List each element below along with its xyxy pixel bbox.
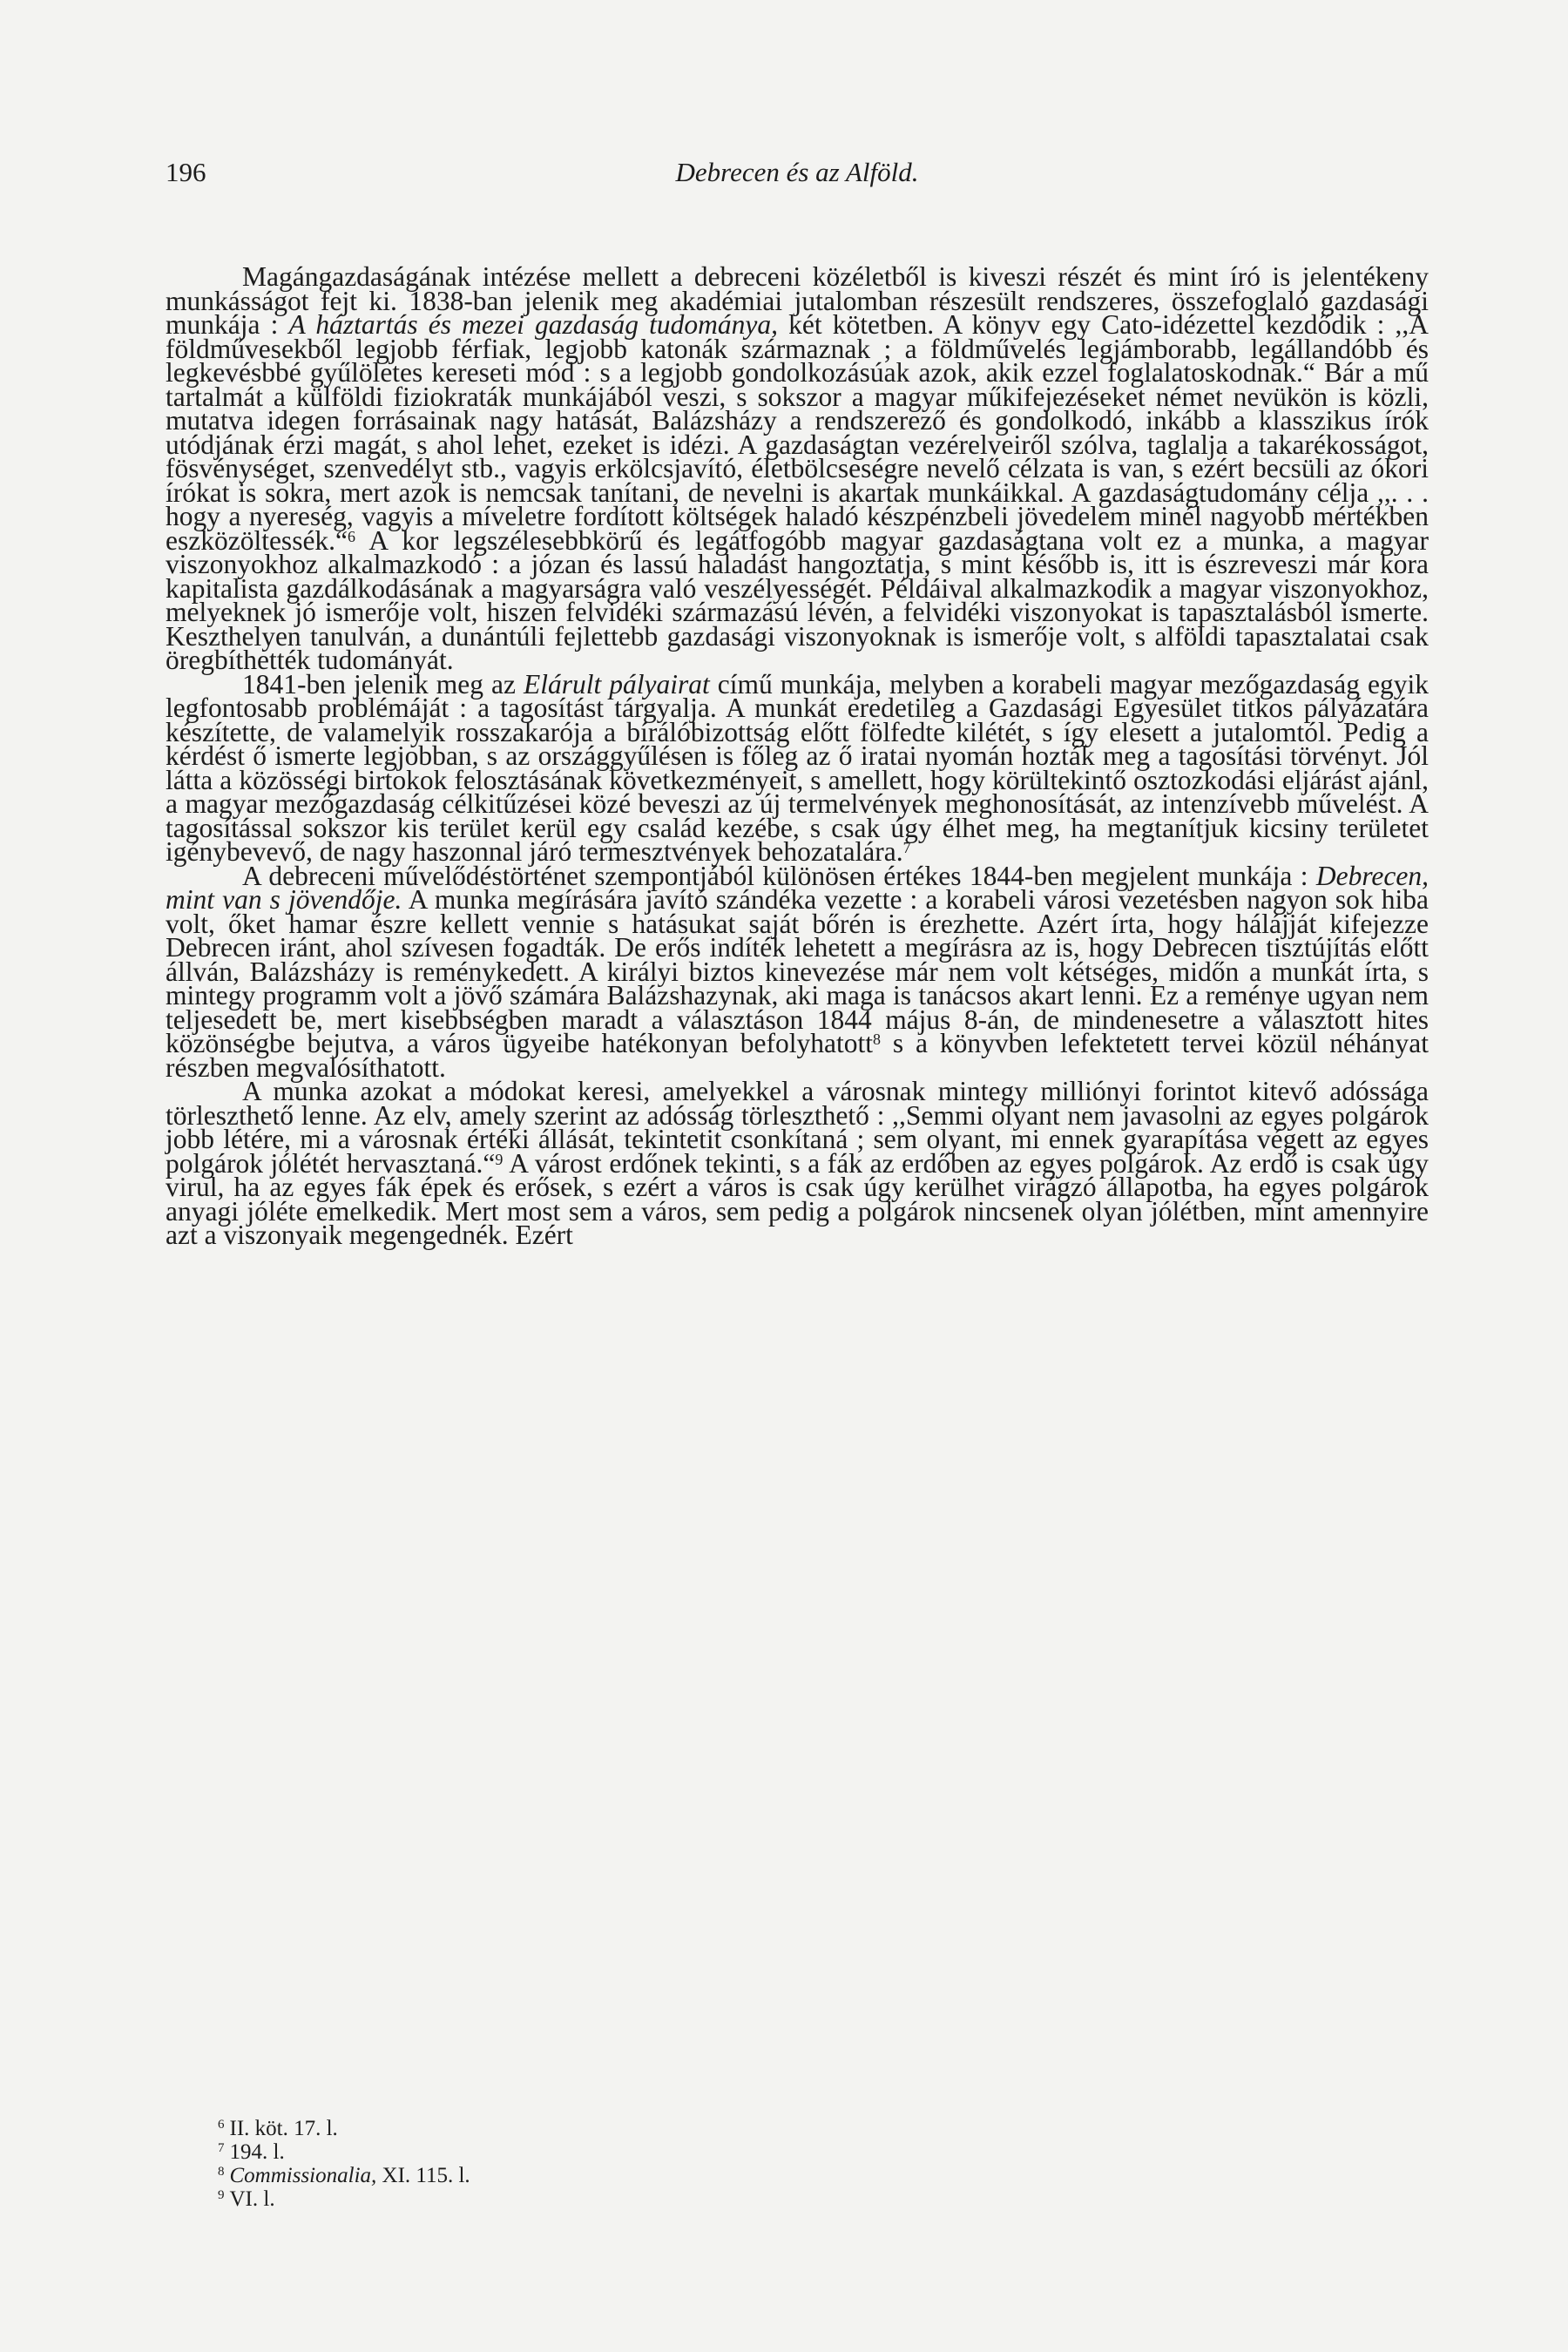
footnote-ref: 6 xyxy=(348,527,356,545)
footnote-6: $^6$ II. köt. 17. l. xyxy=(218,2117,338,2140)
book-title: Elárult pályairat xyxy=(523,668,710,700)
paragraph-2: 1841-ben jelenik meg az Elárult pályairat című munkája, melyben a korabeli magyar mezőgazdaság egyik legfontosabb problémáját : a tagosítást tárgyalja. A munkát eredetileg a Gazdasági Egyesület titkos pályázatára készítette, de valamelyik rosszakarója a bírálóbizottság előtt fölfedte kilétét, s így elesett a jutalomtól. Pedig a kérdést ő ismerte legjobban, s az országgyűlésen is főleg az ő iratai nyomán hozták meg a tagosítási törvényt. Jól látta a közösségi birtokok felosztásának következményeit, s amellett, hogy körültekintő osztozkodási eljárást ajánl, a magyar mezőgazdaság célkitűzései közé beveszi az új termelvények meghonosítását, az intenzívebb művelést. A tagosítással sokszor kis terület kerül egy család kezébe, s csak úgy élhet meg, ha megtanítjuk kicsiny területet igénybevevő, de nagy haszonnal járó termesztvények behozatalára.$^7$ xyxy=(166,668,1429,867)
footnote-ref: 7 xyxy=(902,839,911,856)
footnotes xyxy=(218,2117,915,2211)
book-title: Debrecen, mint van s jövendője. xyxy=(166,860,1429,915)
footnote-9: $^9$ VI. l. xyxy=(218,2187,275,2211)
book-title: A háztartás és mezei gazdaság tudománya, xyxy=(288,309,779,340)
page-number: 196 xyxy=(166,157,206,187)
footnote-8: $^8$ Commissionalia, XI. 115. l. xyxy=(218,2164,470,2187)
footnote-ref: 8 xyxy=(872,1031,881,1048)
running-head xyxy=(166,157,1429,195)
book-page xyxy=(166,148,1429,2256)
body-text xyxy=(166,261,1429,1250)
footnote-ref: 9 xyxy=(495,1150,504,1168)
paragraph-1: Magángazdaságának intézése mellett a debreceni közéletből is kiveszi részét és mint író is jelentékeny munkásságot fejt ki. 1838-ban jelenik meg akadémiai jutalomban részesült rendszeres, összefoglaló gazdasági munkája : A háztartás és mezei gazdaság tudománya, két kötetben. A könyv egy Cato-idézettel kezdődik : ,,A földművesekből legjobb férfiak, legjobb katonák származnak ; a földművelés legjámborabb, legállandóbb és legkevésbbé gyűlöletes kereseti mód : s a legjobb gondolkozásúak azok, akik ezzel foglalatoskodnak.“ Bár a mű tartalmát a külföldi fiziokraták munkájából veszi, s sokszor a magyar műkifejezéseket német nevükön is közli, mutatva idegen forrásainak nagy hatását, Balázsházy a rendszerező és gondolkodó, inkább a klasszikus írók utódjának érzi magát, s ahol lehet, ezeket is idézi. A gazdaságtan vezérelveiről szólva, taglalja a takarékosságot, fösvénységet, szenvedélyt stb., vagyis erkölcsjavító, életbölcseségre nevelő célzata is van, s ezért becsüli az ókori írókat is sokra, mert azok is nemcsak tanítani, de nevelni is akartak munkáikkal. A gazdaságtudomány célja ,,. . . hogy a nyereség, vagyis a míveletre fordított költségek haladó készpénzbeli jövedelem minél nagyobb mértékben eszközöltessék.“$^6$ A kor legszélesebbkörű és legátfogóbb magyar gazdaságtana volt ez a munka, a magyar viszonyokhoz alkalmazkodó : a józan és lassú haladást hangoztatja, s mint később is, itt is észreveszi már kora kapitalista gazdálkodásának a magyarságra való veszélyességét. Példáival alkalmazkodik a magyar viszonyokhoz, melyeknek jó ismerője volt, hiszen felvidéki származású lévén, a felvidéki viszonyokat is tapasztalásból ismerte. Keszthelyen tanulván, a dunántúli fejlettebb gazdasági viszonyoknak is ismerője volt, s alföldi tapasztalatai csak öregbíthették tudományát. xyxy=(166,261,1429,675)
paragraph-4: A munka azokat a módokat keresi, amelyekkel a városnak mintegy milliónyi forintot kitevő adóssága törleszthető lenne. Az elv, amely szerint az adósság törleszthető : ,,Semmi olyant nem javasolni az egyes polgárok jobb létére, mi a városnak értéki állását, tekintetit csonkítaná ; sem olyant, mi ennek gyarapítása végett az egyes polgárok jólétét hervasztaná.“$^9$ A várost erdőnek tekinti, s a fák az erdőben az egyes polgárok. Az erdő is csak úgy virul, ha az egyes fák épek és erősek, s ezért a város is csak úgy kerülhet virágzó állapotba, ha egyes polgárok anyagi jólétе emelkedik. Mert most sem a város, sem pedig a polgárok nincsenek olyan jólétben, mint amennyire azt a viszonyaik megengednék. Ezért xyxy=(166,1076,1429,1250)
paragraph-3: A debreceni művelődéstörténet szempontjából különösen értékes 1844-ben megjelent munkája : Debrecen, mint van s jövendője. A munka megírására javító szándéka vezette : a korabeli városi vezetésben nagyon sok hiba volt, őket hamar észre kellett vennie s hatásukat saját bőrén is érezhette. Azért írta, hogy hálájját kifejezze Debrecen iránt, ahol szívesen fogadták. De erős indíték lehetett a megírásra az is, hogy Debrecen tisztújítás előtt állván, Balázsházy is reménykedett. A királyi biztos kinevezése már nem volt kétséges, midőn a munkát írta, s mintegy programm volt a jövő számára Balázshazynak, aki maga is tanácsos akart lenni. Ez a reménye ugyan nem teljesedett be, mert kisebbségben maradt a választáson 1844 május 8-án, de mindenesetre a választott hites közönségbe bejutva, a város ügyeibe hatékonyan befolyhatott$^8$ s a könyvben lefektetett tervei közül néhányat részben megvalósíthatott. xyxy=(166,860,1429,1083)
running-title: Debrecen és az Alföld. xyxy=(675,157,919,187)
footnote-7: $^7$ 194. l. xyxy=(218,2140,285,2164)
